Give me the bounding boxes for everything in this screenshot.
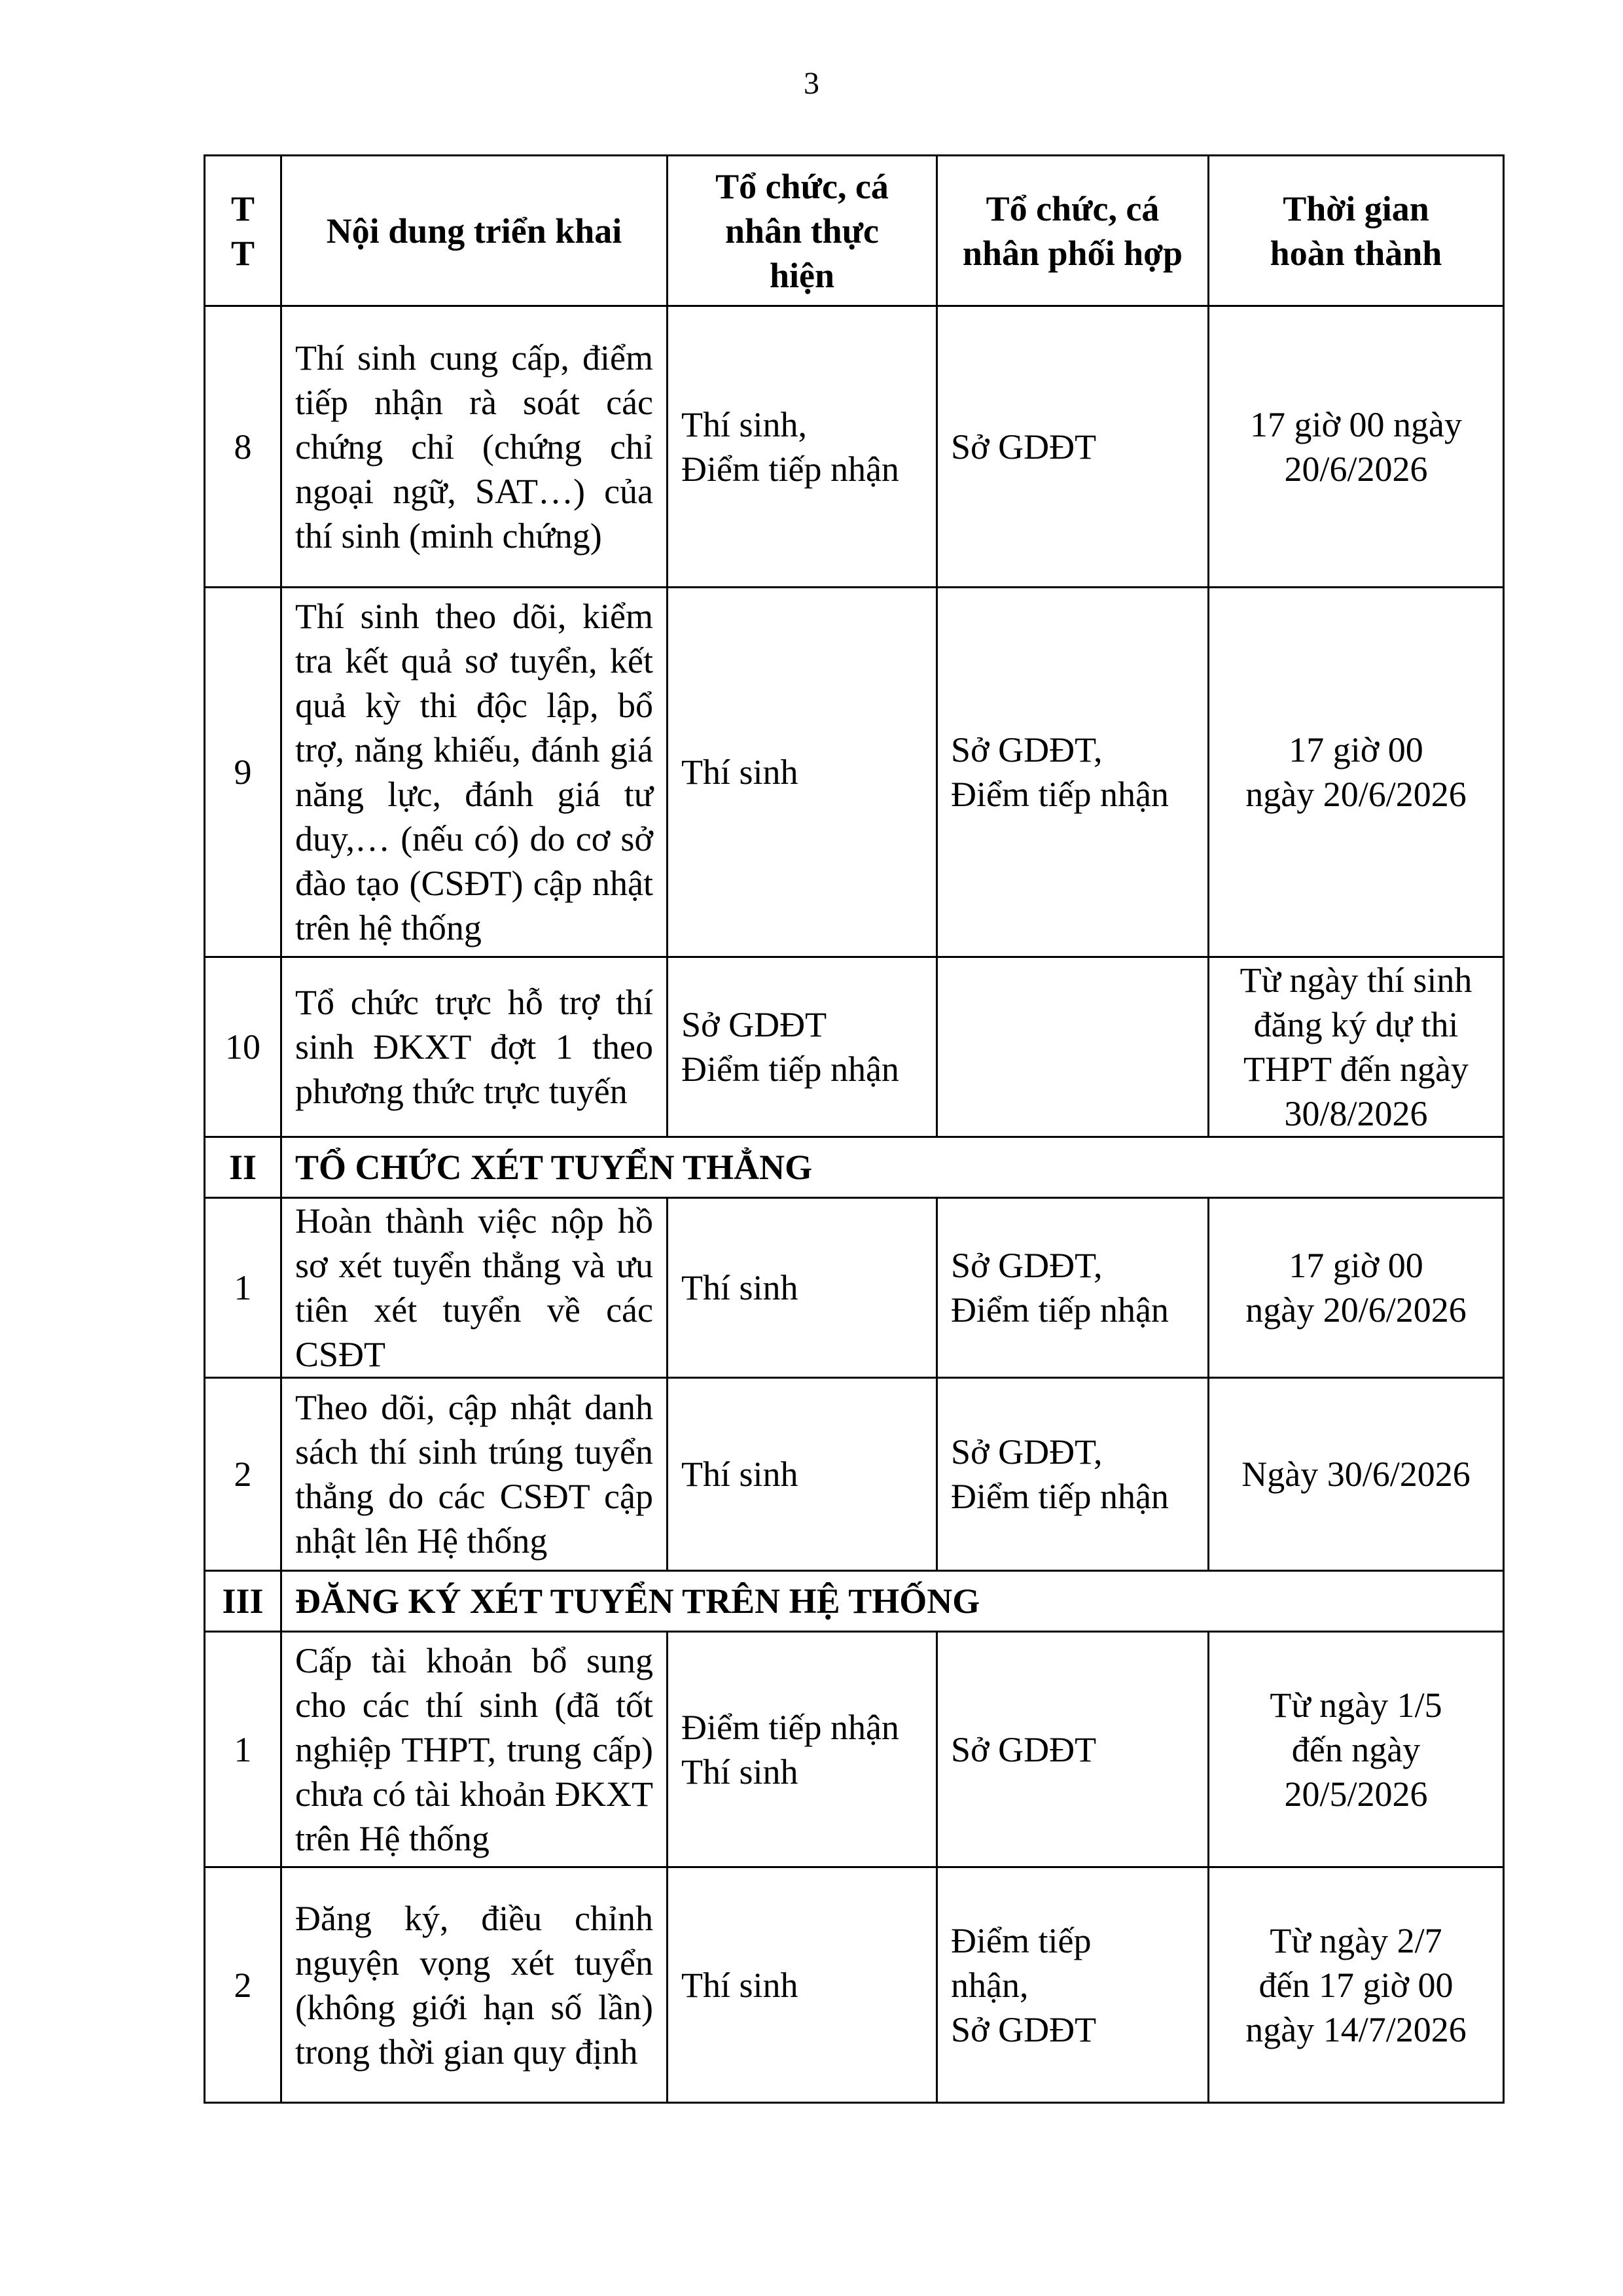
section-title: ĐĂNG KÝ XÉT TUYỂN TRÊN HỆ THỐNG [281,1571,1504,1632]
table-row [205,588,1504,957]
row-coordinator: Sở GDĐT, Điểm tiếp nhận [937,1198,1209,1378]
row-deadline: 17 giờ 00 ngày 20/6/2026 [1209,588,1504,957]
header-tt: T T [205,156,281,306]
row-executor: Điểm tiếp nhận Thí sinh [668,1632,937,1867]
row-content: Cấp tài khoản bổ sung cho các thí sinh (đã tốt nghiệp THPT, trung cấp) chưa có tài khoản ĐKXT trên Hệ thống [281,1632,668,1867]
row-executor: Thí sinh [668,1198,937,1378]
page-number: 3 [804,66,819,101]
row-number: 2 [205,1867,281,2103]
row-coordinator: Sở GDĐT [937,306,1209,588]
table-header-row [205,156,1504,306]
section-number: II [205,1137,281,1198]
row-coordinator: Sở GDĐT, Điểm tiếp nhận [937,588,1209,957]
row-deadline: Ngày 30/6/2026 [1209,1378,1504,1571]
table-row [205,1867,1504,2103]
row-coordinator: Sở GDĐT [937,1632,1209,1867]
row-number: 9 [205,588,281,957]
implementation-plan-table [204,154,1505,2104]
row-content: Thí sinh cung cấp, điểm tiếp nhận rà soát các chứng chỉ (chứng chỉ ngoại ngữ, SAT…) của thí sinh (minh chứng) [281,306,668,588]
table-row [205,1632,1504,1867]
row-deadline: Từ ngày 1/5 đến ngày 20/5/2026 [1209,1632,1504,1867]
header-executor: Tổ chức, cá nhân thực hiện [668,156,937,306]
row-content: Tổ chức trực hỗ trợ thí sinh ĐKXT đợt 1 theo phương thức trực tuyến [281,957,668,1137]
table-row [205,1378,1504,1571]
row-number: 2 [205,1378,281,1571]
row-coordinator: Điểm tiếp nhận, Sở GDĐT [937,1867,1209,2103]
table-row [205,1198,1504,1378]
section-row-iii [205,1571,1504,1632]
row-deadline: 17 giờ 00 ngày 20/6/2026 [1209,1198,1504,1378]
section-row-ii [205,1137,1504,1198]
row-coordinator [937,957,1209,1137]
row-deadline: Từ ngày 2/7 đến 17 giờ 00 ngày 14/7/2026 [1209,1867,1504,2103]
row-content: Đăng ký, điều chỉnh nguyện vọng xét tuyển (không giới hạn số lần) trong thời gian quy định [281,1867,668,2103]
section-title: TỔ CHỨC XÉT TUYỂN THẲNG [281,1137,1504,1198]
row-number: 1 [205,1632,281,1867]
section-number: III [205,1571,281,1632]
row-deadline: Từ ngày thí sinh đăng ký dự thi THPT đến ngày 30/8/2026 [1209,957,1504,1137]
row-executor: Thí sinh [668,1867,937,2103]
row-number: 10 [205,957,281,1137]
table-row [205,306,1504,588]
table-row [205,957,1504,1137]
row-content: Hoàn thành việc nộp hồ sơ xét tuyển thẳng và ưu tiên xét tuyển về các CSĐT [281,1198,668,1378]
row-content: Thí sinh theo dõi, kiểm tra kết quả sơ tuyển, kết quả kỳ thi độc lập, bổ trợ, năng khiếu, đánh giá năng lực, đánh giá tư duy,… (nếu có) do cơ sở đào tạo (CSĐT) cập nhật trên hệ thống [281,588,668,957]
row-executor: Thí sinh, Điểm tiếp nhận [668,306,937,588]
row-content: Theo dõi, cập nhật danh sách thí sinh trúng tuyển thẳng do các CSĐT cập nhật lên Hệ thống [281,1378,668,1571]
header-deadline: Thời gian hoàn thành [1209,156,1504,306]
row-executor: Thí sinh [668,588,937,957]
row-executor: Thí sinh [668,1378,937,1571]
row-number: 1 [205,1198,281,1378]
row-executor: Sở GDĐT Điểm tiếp nhận [668,957,937,1137]
row-number: 8 [205,306,281,588]
row-coordinator: Sở GDĐT, Điểm tiếp nhận [937,1378,1209,1571]
header-content: Nội dung triển khai [281,156,668,306]
header-coordinator: Tổ chức, cá nhân phối hợp [937,156,1209,306]
row-deadline: 17 giờ 00 ngày 20/6/2026 [1209,306,1504,588]
